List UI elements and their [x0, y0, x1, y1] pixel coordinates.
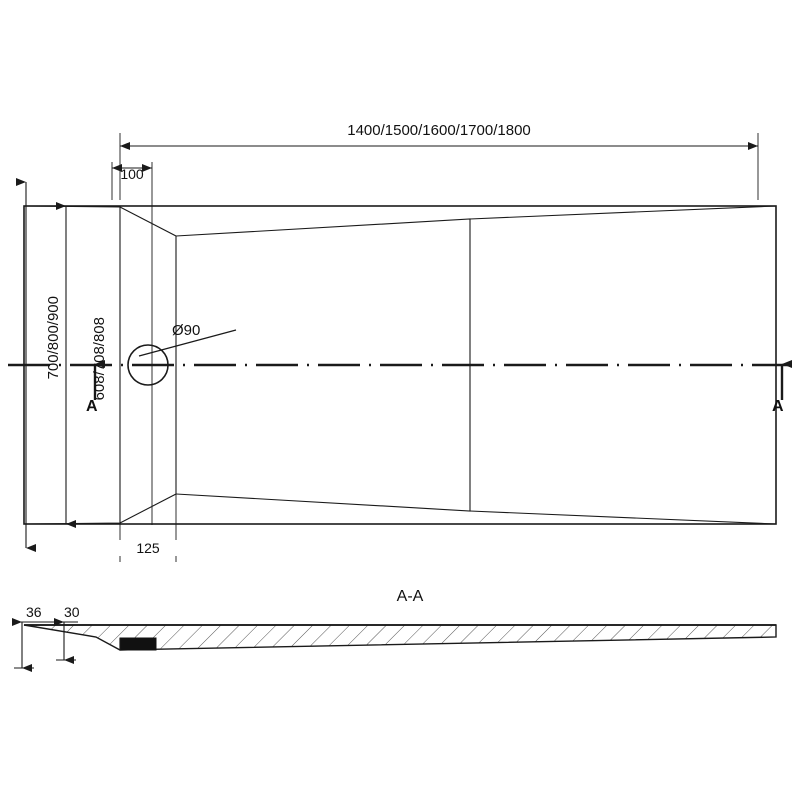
dim-label-125: 125: [113, 540, 183, 556]
section-view: [14, 622, 776, 668]
dim-label-height-outer: 700/800/900: [44, 296, 62, 380]
plan-view: [8, 206, 792, 524]
section-title: A-A: [396, 588, 424, 605]
dim-label-100: 100: [120, 166, 144, 182]
section-drain-block: [120, 638, 156, 650]
tray-bottom-slope: [470, 511, 776, 524]
dim-label-30: 30: [64, 604, 80, 620]
dim-label-heights: [36, 296, 62, 379]
dim-label-height-inner: 608/708/808: [90, 317, 108, 401]
section-mark-left: A: [86, 398, 98, 415]
section-mark-right: A: [772, 398, 784, 415]
dim-label-drain-diameter: Ø90: [172, 322, 201, 339]
dim-label-top-width: 1400/1500/1600/1700/1800: [347, 122, 531, 139]
tray-top-slope: [470, 206, 776, 219]
dim-label-36: 36: [26, 604, 42, 620]
plan-dimensions: [24, 133, 758, 562]
